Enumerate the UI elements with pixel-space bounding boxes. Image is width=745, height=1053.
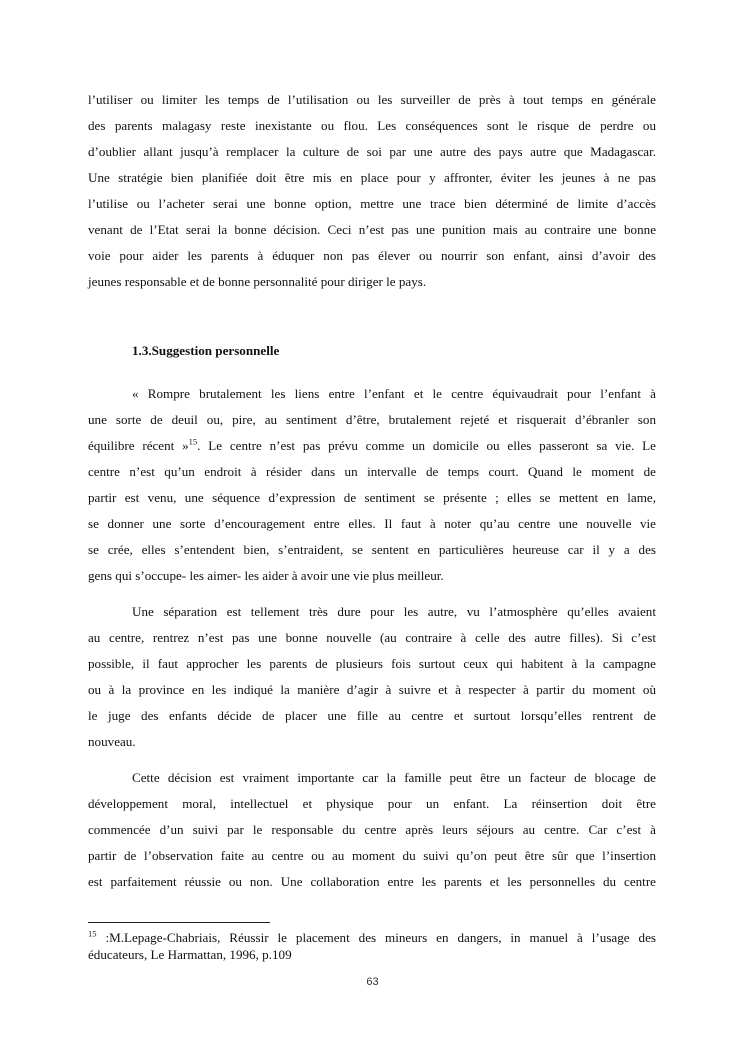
section-heading: 1.3.Suggestion personnelle xyxy=(132,343,280,358)
body-line-with-footnote-ref xyxy=(88,438,656,454)
body-line: des parents malagasy reste inexistante ou flou. Les conséquences sont le risque de perdre ou xyxy=(88,118,656,133)
footnote-line: éducateurs, Le Harmattan, 1996, p.109 xyxy=(88,947,292,962)
body-line: centre n’est qu’un endroit à résider dans un intervalle de temps court. Quand le moment de xyxy=(88,464,656,479)
footnote-text: :M.Lepage-Chabriais, Réussir le placement des mineurs en dangers, in manuel à l’usage des xyxy=(96,930,656,945)
body-line: gens qui s’occupe- les aimer- les aider à avoir une vie plus meilleur. xyxy=(88,568,444,583)
body-line: partir de l’observation faite au centre ou au moment du suivi qu’on peut être sûr que l’insertion xyxy=(88,848,656,863)
body-line: jeunes responsable et de bonne personnalité pour diriger le pays. xyxy=(88,274,427,289)
body-line: ou à la province en les indiqué la manière d’agir à suivre et à respecter à partir du moment où xyxy=(88,682,656,697)
body-line: commencée d’un suivi par le responsable du centre après leurs séjours au centre. Car c’est à xyxy=(88,822,656,837)
body-line: une sorte de deuil ou, pire, au sentiment d’être, brutalement rejeté et risquerait d’ébranler son xyxy=(88,412,656,427)
body-line: l’utilise ou l’acheter serai une bonne option, mettre une trace bien déterminé de limite d’accès xyxy=(88,196,656,211)
footnote-divider xyxy=(88,922,270,923)
footnote-number: 15 xyxy=(88,928,97,939)
body-line: se donner une sorte d’encouragement entre elles. Il faut à noter qu’au centre une nouvelle vie xyxy=(88,516,656,531)
body-line: Cette décision est vraiment importante car la famille peut être un facteur de blocage de xyxy=(132,770,656,785)
body-line: l’utiliser ou limiter les temps de l’utilisation ou les surveiller de près à tout temps en générale xyxy=(88,92,656,107)
body-line: venant de l’Etat serai la bonne décision. Ceci n’est pas une punition mais au contraire une bonne xyxy=(88,222,656,237)
body-line: Une séparation est tellement très dure pour les autre, vu l’atmosphère qu’elles avaient xyxy=(132,604,656,619)
body-line: le juge des enfants décide de placer une fille au centre et surtout lorsqu’elles rentrent de xyxy=(88,708,656,723)
body-line: développement moral, intellectuel et physique pour un enfant. La réinsertion doit être xyxy=(88,796,656,811)
body-line: se crée, elles s’entendent bien, s’entraident, se sentent en particulières heureuse car il y a des xyxy=(88,542,656,557)
quote-end: équilibre récent » xyxy=(88,438,189,453)
body-line: est parfaitement réussie ou non. Une collaboration entre les parents et les personnelles du centre xyxy=(88,874,656,889)
body-line: « Rompre brutalement les liens entre l’enfant et le centre équivaudrait pour l’enfant à xyxy=(132,386,656,401)
page-number: 63 xyxy=(366,976,379,988)
body-line: d’oublier allant jusqu’à remplacer la culture de soi par une autre des pays autre que Madagascar. xyxy=(88,144,656,159)
footnote-reference[interactable]: 15 xyxy=(188,436,198,447)
body-line: nouveau. xyxy=(88,734,136,749)
body-line: partir est venu, une séquence d’expression de sentiment se présente ; elles se mettent en lame, xyxy=(88,490,656,505)
footnote-line xyxy=(88,930,656,946)
body-text: . Le centre n’est pas prévu comme un domicile ou elles passeront sa vie. Le xyxy=(197,438,656,453)
body-line: possible, il faut approcher les parents de plusieurs fois surtout ceux qui habitent à la campagne xyxy=(88,656,656,671)
body-line: voie pour aider les parents à éduquer non pas élever ou nourrir son enfant, ainsi d’avoir des xyxy=(88,248,656,263)
body-line: Une stratégie bien planifiée doit être mis en place pour y affronter, éviter les jeunes à ne pas xyxy=(88,170,656,185)
body-line: au centre, rentrez n’est pas une bonne nouvelle (au contraire à celle des autre filles). Si c’est xyxy=(88,630,656,645)
